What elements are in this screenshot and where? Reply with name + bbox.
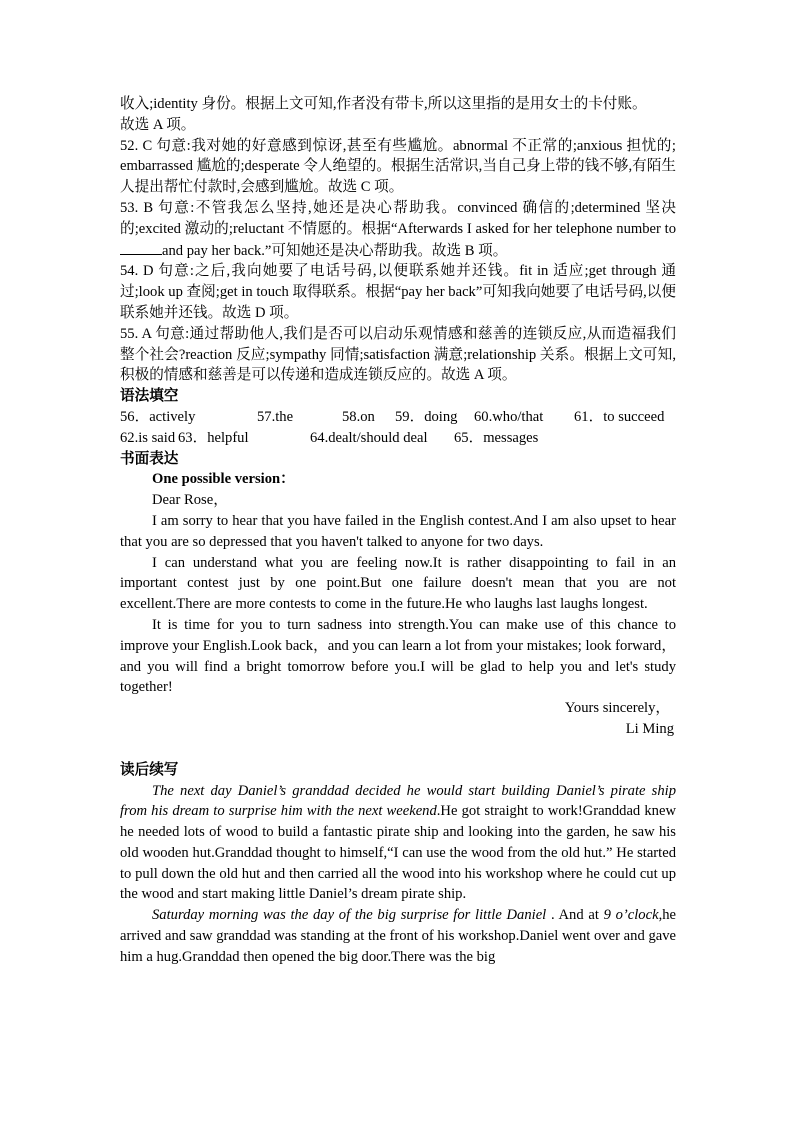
- continuation-italic-time: 9 o’clock: [603, 907, 659, 924]
- continuation-italic-opening: Saturday morning was the day of the big surprise for little Daniel: [152, 907, 547, 924]
- continuation-text: ,he arrived and saw granddad was standing at the front of his workshop.Daniel went over and gave him a hug.Granddad then opened the big door.There was the big: [120, 907, 676, 965]
- grammar-answer: 63．helpful: [178, 429, 249, 446]
- grammar-answer-row: [120, 407, 676, 428]
- grammar-answer: 65．messages: [454, 429, 539, 446]
- grammar-answer: 56．actively: [120, 408, 196, 425]
- grammar-answer: 58.on: [342, 408, 375, 425]
- grammar-answer: 62.is said: [120, 429, 176, 446]
- letter-paragraph: I can understand what you are feeling now.It is rather disappointing to fail in an important contest just by one point.But one failure doesn't mean that you are not excellent.There are more contests to come in the future.He who laughs last laughs longest.: [120, 554, 676, 613]
- section-heading-writing: 书面表达: [120, 450, 179, 467]
- letter-signature: Li Ming: [625, 720, 674, 737]
- continuation-italic-opening: The next day Daniel’s granddad decided he would start building Daniel’s pirate ship from his dream to surprise him with the next weekend: [120, 782, 676, 820]
- letter-closing: Yours sincerely，: [564, 700, 670, 717]
- grammar-answer: 59．doing: [395, 408, 458, 425]
- continuation-text: . And at: [546, 907, 604, 924]
- version-label: One possible version：: [152, 471, 295, 488]
- answer-52: 52. C 句意:我对她的好意感到惊讶,甚至有些尴尬。abnormal 不正常的;anxious 担忧的; embarrassed 尴尬的;desperate 令人绝望的。根据生活常识,当自己身上带的钱不够,有陌生人提出帮忙付款时,会感到尴尬。故选 C 项。: [120, 137, 676, 196]
- answer-53: [120, 198, 676, 261]
- answer-text-line: 故选 A 项。: [120, 116, 196, 133]
- section-spacer: [120, 740, 676, 760]
- grammar-answer: 60.who/that: [474, 408, 544, 425]
- continuation-paragraph: [120, 781, 676, 906]
- letter-salutation: Dear Rose，: [152, 492, 228, 509]
- grammar-answer: 64.dealt/should deal: [310, 429, 428, 446]
- grammar-answer: 61．to succeed: [574, 408, 665, 425]
- section-heading-continuation: 读后续写: [120, 761, 179, 778]
- continuation-text: .He got straight to work!Granddad knew he needed lots of wood to build a fantastic pirate ship and looking into the garden, he saw his old wooden hut.Granddad thought to himself,“I can use the wood from the old hut.” He started to pull down the old hut and then carried all the wood into his workshop where he could cut up the wood and start making little Daniel’s dream pirate ship.: [120, 803, 676, 903]
- document-page: [120, 94, 676, 968]
- continuation-paragraph: [120, 905, 676, 967]
- answer-53-text: 53. B 句意:不管我怎么坚持,她还是决心帮助我。convinced 确信的;determined 坚决的;excited 激动的;reluctant 不情愿的。根据“Afterwards I asked for her telephone number to: [120, 199, 676, 237]
- grammar-answer-row: [120, 428, 676, 449]
- section-heading-grammar: 语法填空: [120, 388, 179, 405]
- fill-in-blank: [120, 240, 162, 255]
- answer-54: 54. D 句意:之后,我向她要了电话号码,以便联系她并还钱。fit in 适应;get through 通过;look up 查阅;get in touch 取得联系。根据“pay her back”可知我向她要了电话号码,以便联系她并还钱。故选 D 项。: [120, 263, 676, 321]
- answer-53-text-end: and pay her back.”可知她还是决心帮助我。故选 B 项。: [162, 242, 508, 259]
- answer-text-line: 收入;identity 身份。根据上文可知,作者没有带卡,所以这里指的是用女士的卡付账。: [120, 96, 647, 112]
- letter-paragraph: It is time for you to turn sadness into strength.You can make use of this chance to improve your English.Look back，and you can learn a lot from your mistakes; look forward，and you will find a bright tomorrow before you.I will be glad to help you and let's study together!: [120, 616, 676, 696]
- letter-paragraph: I am sorry to hear that you have failed in the English contest.And I am also upset to hear that you are so depressed that you haven't talked to anyone for two days.: [120, 512, 676, 550]
- answer-55: 55. A 句意:通过帮助他人,我们是否可以启动乐观情感和慈善的连锁反应,从而造福我们整个社会?reaction 反应;sympathy 同情;satisfaction 满意;relationship 关系。根据上文可知,积极的情感和慈善是可以传递和造成连锁反应的。故选 A 项。: [120, 325, 676, 384]
- grammar-answer: 57.the: [257, 408, 294, 425]
